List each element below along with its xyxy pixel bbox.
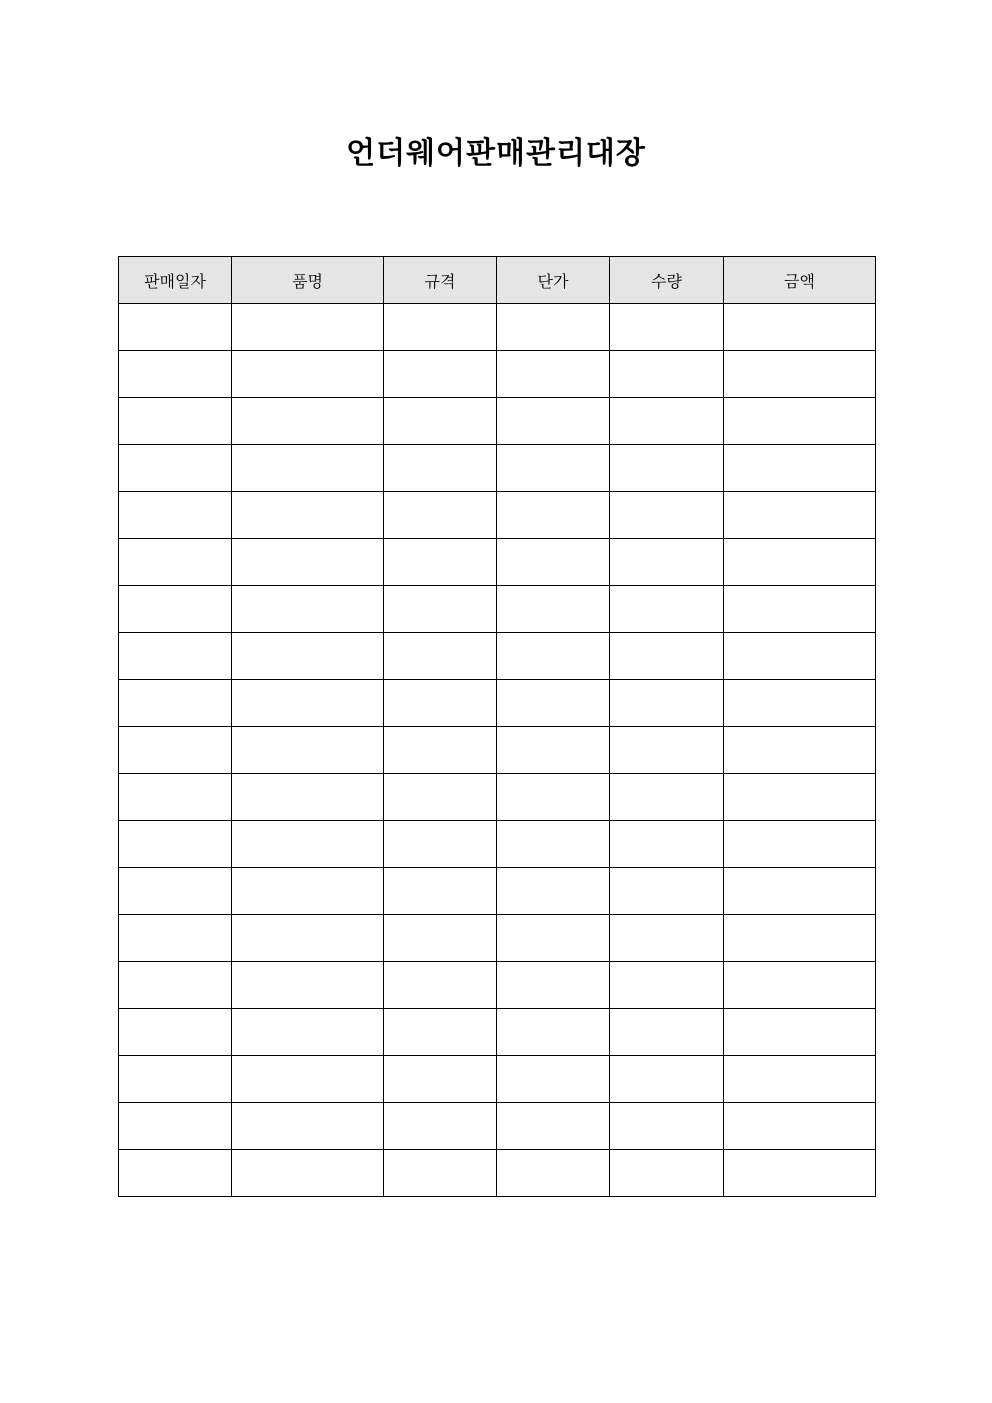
item-name-cell[interactable] — [232, 351, 384, 398]
table-header-row — [119, 257, 876, 304]
sale-date-cell[interactable] — [119, 1150, 232, 1197]
unit-price-cell[interactable] — [497, 962, 610, 1009]
table-row — [119, 445, 876, 492]
item-name-cell[interactable] — [232, 445, 384, 492]
quantity-cell[interactable] — [610, 304, 724, 351]
amount-cell[interactable] — [724, 1056, 876, 1103]
table-row — [119, 962, 876, 1009]
unit-price-cell[interactable] — [497, 304, 610, 351]
table-row — [119, 1056, 876, 1103]
spec-cell[interactable] — [384, 351, 497, 398]
unit-price-cell[interactable] — [497, 1056, 610, 1103]
spec-cell[interactable] — [384, 868, 497, 915]
spec-cell[interactable] — [384, 1150, 497, 1197]
spec-cell[interactable] — [384, 445, 497, 492]
table-row — [119, 633, 876, 680]
spec-cell[interactable] — [384, 492, 497, 539]
amount-cell[interactable] — [724, 727, 876, 774]
amount-cell[interactable] — [724, 586, 876, 633]
item-name-cell[interactable] — [232, 586, 384, 633]
amount-cell[interactable] — [724, 774, 876, 821]
item-name-cell[interactable] — [232, 539, 384, 586]
unit-price-cell[interactable] — [497, 539, 610, 586]
item-name-cell[interactable] — [232, 868, 384, 915]
spec-cell[interactable] — [384, 962, 497, 1009]
unit-price-cell[interactable] — [497, 445, 610, 492]
table-row — [119, 398, 876, 445]
sales-ledger-table — [118, 256, 876, 1197]
sale-date-cell[interactable] — [119, 1103, 232, 1150]
quantity-cell[interactable] — [610, 1103, 724, 1150]
quantity-cell[interactable] — [610, 398, 724, 445]
column-header-item-name: 품명 — [232, 257, 384, 304]
item-name-cell[interactable] — [232, 1150, 384, 1197]
quantity-cell[interactable] — [610, 492, 724, 539]
table-row — [119, 915, 876, 962]
amount-cell[interactable] — [724, 445, 876, 492]
sale-date-cell[interactable] — [119, 492, 232, 539]
column-header-quantity: 수량 — [610, 257, 724, 304]
sale-date-cell[interactable] — [119, 680, 232, 727]
sale-date-cell[interactable] — [119, 633, 232, 680]
amount-cell[interactable] — [724, 539, 876, 586]
quantity-cell[interactable] — [610, 680, 724, 727]
unit-price-cell[interactable] — [497, 821, 610, 868]
item-name-cell[interactable] — [232, 492, 384, 539]
quantity-cell[interactable] — [610, 1056, 724, 1103]
unit-price-cell[interactable] — [497, 680, 610, 727]
unit-price-cell[interactable] — [497, 915, 610, 962]
sale-date-cell[interactable] — [119, 962, 232, 1009]
amount-cell[interactable] — [724, 962, 876, 1009]
sale-date-cell[interactable] — [119, 1009, 232, 1056]
quantity-cell[interactable] — [610, 351, 724, 398]
table-row — [119, 821, 876, 868]
unit-price-cell[interactable] — [497, 633, 610, 680]
column-header-amount: 금액 — [724, 257, 876, 304]
column-header-unit-price: 단가 — [497, 257, 610, 304]
item-name-cell[interactable] — [232, 1103, 384, 1150]
table-row — [119, 1103, 876, 1150]
item-name-cell[interactable] — [232, 915, 384, 962]
item-name-cell[interactable] — [232, 821, 384, 868]
unit-price-cell[interactable] — [497, 1103, 610, 1150]
table-row — [119, 539, 876, 586]
table-row — [119, 680, 876, 727]
item-name-cell[interactable] — [232, 774, 384, 821]
spec-cell[interactable] — [384, 680, 497, 727]
amount-cell[interactable] — [724, 1150, 876, 1197]
item-name-cell[interactable] — [232, 680, 384, 727]
table-row — [119, 1009, 876, 1056]
sale-date-cell[interactable] — [119, 915, 232, 962]
quantity-cell[interactable] — [610, 1009, 724, 1056]
spec-cell[interactable] — [384, 586, 497, 633]
table-row — [119, 727, 876, 774]
sale-date-cell[interactable] — [119, 398, 232, 445]
table-row — [119, 586, 876, 633]
spec-cell[interactable] — [384, 1103, 497, 1150]
amount-cell[interactable] — [724, 398, 876, 445]
sale-date-cell[interactable] — [119, 821, 232, 868]
unit-price-cell[interactable] — [497, 398, 610, 445]
quantity-cell[interactable] — [610, 774, 724, 821]
amount-cell[interactable] — [724, 1009, 876, 1056]
amount-cell[interactable] — [724, 821, 876, 868]
page-title: 언더웨어판매관리대장 — [346, 136, 646, 171]
spec-cell[interactable] — [384, 727, 497, 774]
table-body — [119, 304, 876, 1197]
amount-cell[interactable] — [724, 633, 876, 680]
spec-cell[interactable] — [384, 539, 497, 586]
amount-cell[interactable] — [724, 680, 876, 727]
quantity-cell[interactable] — [610, 539, 724, 586]
item-name-cell[interactable] — [232, 304, 384, 351]
item-name-cell[interactable] — [232, 962, 384, 1009]
sale-date-cell[interactable] — [119, 586, 232, 633]
item-name-cell[interactable] — [232, 1056, 384, 1103]
table-row — [119, 1150, 876, 1197]
unit-price-cell[interactable] — [497, 351, 610, 398]
amount-cell[interactable] — [724, 351, 876, 398]
sale-date-cell[interactable] — [119, 727, 232, 774]
item-name-cell[interactable] — [232, 633, 384, 680]
quantity-cell[interactable] — [610, 445, 724, 492]
column-header-spec: 규격 — [384, 257, 497, 304]
quantity-cell[interactable] — [610, 727, 724, 774]
sale-date-cell[interactable] — [119, 351, 232, 398]
amount-cell[interactable] — [724, 1103, 876, 1150]
unit-price-cell[interactable] — [497, 492, 610, 539]
amount-cell[interactable] — [724, 915, 876, 962]
table-row — [119, 351, 876, 398]
item-name-cell[interactable] — [232, 1009, 384, 1056]
quantity-cell[interactable] — [610, 586, 724, 633]
sale-date-cell[interactable] — [119, 445, 232, 492]
unit-price-cell[interactable] — [497, 727, 610, 774]
sale-date-cell[interactable] — [119, 304, 232, 351]
table-row — [119, 868, 876, 915]
sale-date-cell[interactable] — [119, 1056, 232, 1103]
spec-cell[interactable] — [384, 1009, 497, 1056]
spec-cell[interactable] — [384, 1056, 497, 1103]
quantity-cell[interactable] — [610, 821, 724, 868]
quantity-cell[interactable] — [610, 1150, 724, 1197]
unit-price-cell[interactable] — [497, 586, 610, 633]
sale-date-cell[interactable] — [119, 539, 232, 586]
spec-cell[interactable] — [384, 915, 497, 962]
spec-cell[interactable] — [384, 304, 497, 351]
sale-date-cell[interactable] — [119, 774, 232, 821]
quantity-cell[interactable] — [610, 915, 724, 962]
item-name-cell[interactable] — [232, 727, 384, 774]
table-row — [119, 492, 876, 539]
item-name-cell[interactable] — [232, 398, 384, 445]
amount-cell[interactable] — [724, 492, 876, 539]
spec-cell[interactable] — [384, 633, 497, 680]
unit-price-cell[interactable] — [497, 1009, 610, 1056]
quantity-cell[interactable] — [610, 633, 724, 680]
amount-cell[interactable] — [724, 868, 876, 915]
quantity-cell[interactable] — [610, 962, 724, 1009]
unit-price-cell[interactable] — [497, 1150, 610, 1197]
unit-price-cell[interactable] — [497, 774, 610, 821]
amount-cell[interactable] — [724, 304, 876, 351]
column-header-sale-date: 판매일자 — [119, 257, 232, 304]
sale-date-cell[interactable] — [119, 868, 232, 915]
spec-cell[interactable] — [384, 774, 497, 821]
table-row — [119, 774, 876, 821]
unit-price-cell[interactable] — [497, 868, 610, 915]
table-row — [119, 304, 876, 351]
spec-cell[interactable] — [384, 821, 497, 868]
spec-cell[interactable] — [384, 398, 497, 445]
quantity-cell[interactable] — [610, 868, 724, 915]
